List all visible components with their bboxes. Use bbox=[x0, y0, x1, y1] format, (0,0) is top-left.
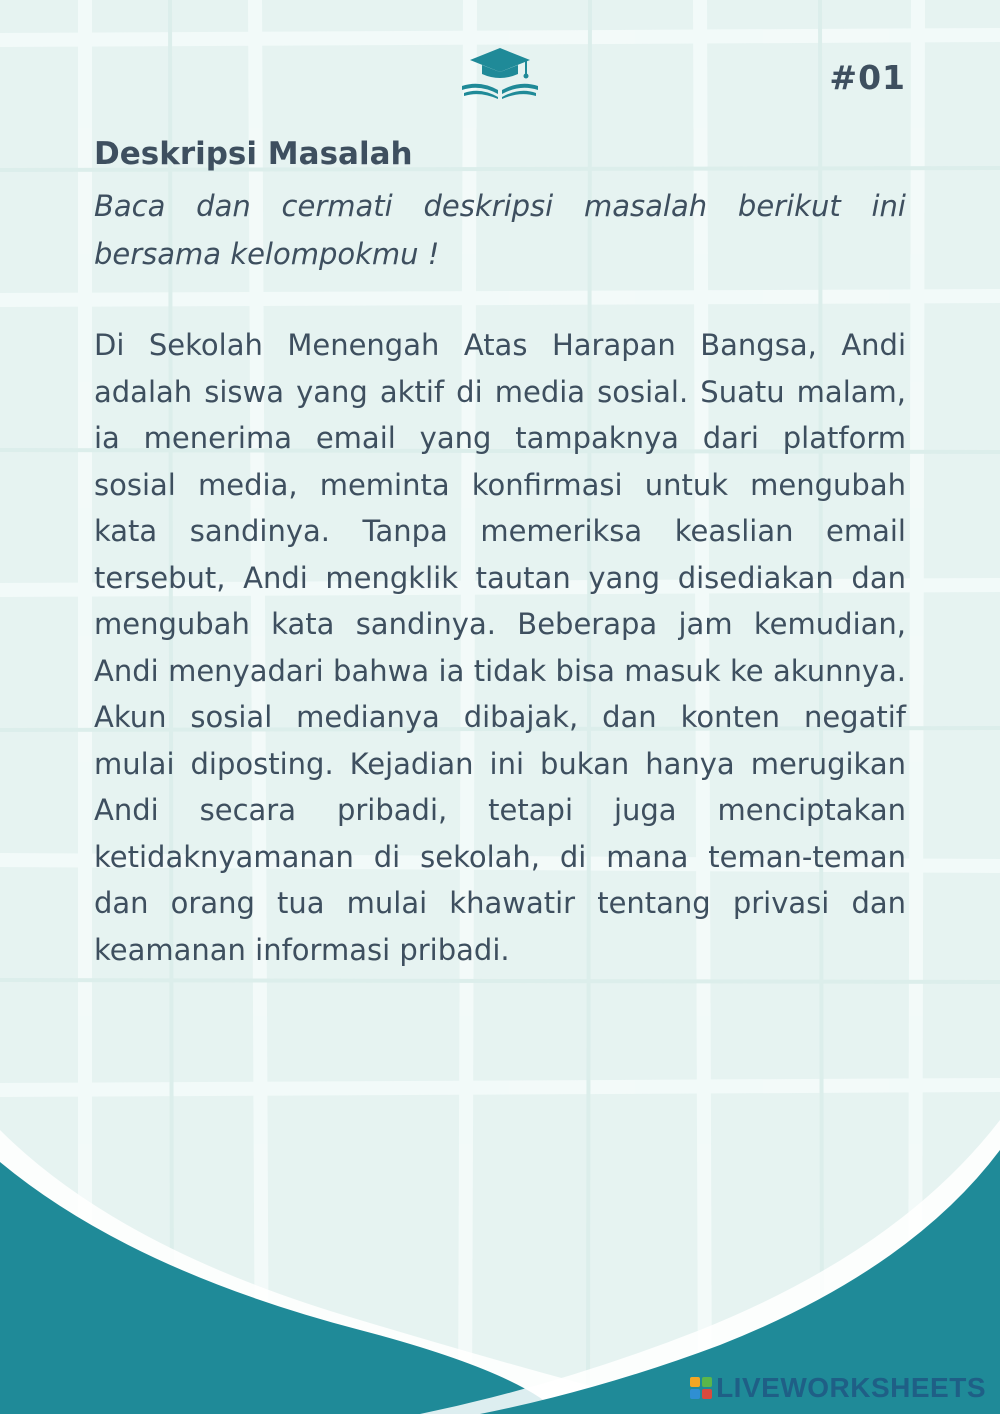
instruction-text: Baca dan cermati deskripsi masalah berikut ini bersama kelompokmu ! bbox=[94, 189, 906, 271]
brand-name: LIVEWORKSHEETS bbox=[716, 1372, 986, 1403]
liveworksheets-logo-icon bbox=[690, 1377, 712, 1399]
graduation-cap-book-icon bbox=[460, 46, 540, 100]
liveworksheets-brand bbox=[690, 1372, 986, 1404]
problem-description-text: Di Sekolah Menengah Atas Harapan Bangsa, Andi adalah siswa yang aktif di media sosial. Suatu malam, ia menerima email yang tampaknya dari platform sosial media, meminta konfirmasi untuk mengubah kata sandinya. Tanpa memeriksa keaslian email tersebut, Andi mengklik tautan yang disediakan dan mengubah kata sandinya. Beberapa jam kemudian, Andi menyadari bahwa ia tidak bisa masuk ke akunnya. Akun sosial medianya dibajak, dan konten negatif mulai diposting. Kejadian ini bukan hanya merugikan Andi secara pribadi, tetapi juga menciptakan ketidaknyamanan di sekolah, di mana teman-teman dan orang tua mulai khawatir tentang privasi dan keamanan informasi pribadi. bbox=[94, 328, 906, 967]
problem-description-section bbox=[94, 132, 906, 973]
page-number: #01 bbox=[829, 58, 906, 97]
bottom-wave-decoration bbox=[0, 1080, 1000, 1414]
section-title: Deskripsi Masalah bbox=[94, 136, 413, 172]
